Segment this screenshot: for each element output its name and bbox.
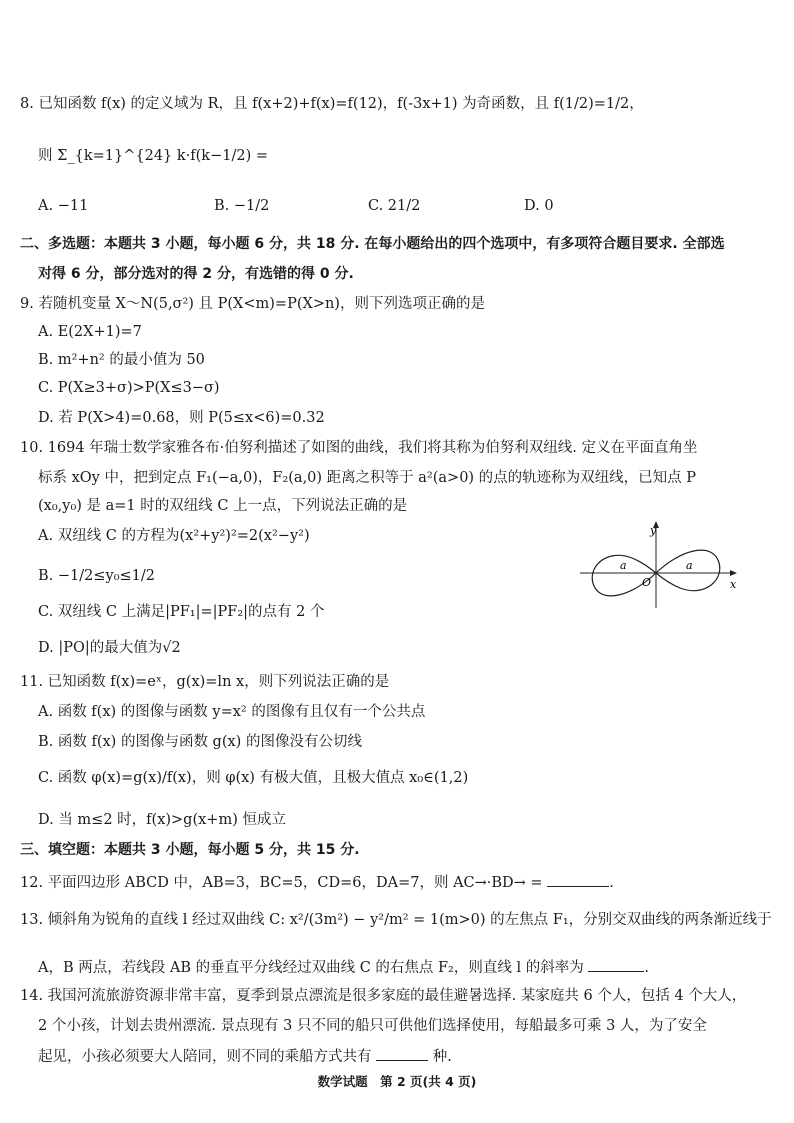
q8-option-a: A. −11 [38, 198, 89, 214]
q10-option-a: A. 双纽线 C 的方程为(x²+y²)²=2(x²−y²) [38, 528, 310, 544]
q14-stem-1: 14. 我国河流旅游资源非常丰富，夏季到景点漂流是很多家庭的最佳避暑选择. 某家庭共 6 个人，包括 4 个大人， [20, 988, 747, 1004]
q8-option-b: B. −1/2 [214, 198, 270, 214]
q13-stem-1: 13. 倾斜角为锐角的直线 l 经过双曲线 C: x²/(3m²) − y²/m² = 1(m>0) 的左焦点 F₁，分别交双曲线的两条渐近线于 [20, 912, 772, 928]
q8-option-c: C. 21/2 [368, 198, 421, 214]
q11-option-c: C. 函数 φ(x)=g(x)/f(x)，则 φ(x) 有极大值，且极大值点 x₀∈(1,2) [38, 770, 469, 786]
right-a-label: a [686, 559, 693, 572]
q11-option-d: D. 当 m≤2 时，f(x)>g(x+m) 恒成立 [38, 812, 286, 828]
q14-stem-3 [38, 1044, 452, 1067]
q14-text-end: 种. [432, 1049, 452, 1065]
q8-stem: 8. 已知函数 f(x) 的定义域为 R，且 f(x+2)+f(x)=f(12)，f(-3x+1) 为奇函数，且 f(1/2)=1/2， [20, 96, 644, 112]
q13-stem-2: A，B 两点，若线段 AB 的垂直平分线经过双曲线 C 的右焦点 F₂，则直线 l 的斜率为 . [38, 955, 649, 978]
q13-text: A，B 两点，若线段 AB 的垂直平分线经过双曲线 C 的右焦点 F₂，则直线 l 的斜率为 [38, 960, 584, 976]
q14-answer-blank[interactable] [376, 1044, 428, 1061]
q11-option-a: A. 函数 f(x) 的图像与函数 y=x² 的图像有且仅有一个公共点 [38, 704, 426, 720]
q9-stem: 9. 若随机变量 X～N(5,σ²) 且 P(X<m)=P(X>n)，则下列选项正确的是 [20, 296, 485, 312]
q10-option-b: B. −1/2≤y₀≤1/2 [38, 568, 155, 584]
q10-option-c: C. 双纽线 C 上满足|PF₁|=|PF₂|的点有 2 个 [38, 604, 325, 620]
q9-option-a: A. E(2X+1)=7 [38, 324, 142, 340]
q11-option-b: B. 函数 f(x) 的图像与函数 g(x) 的图像没有公切线 [38, 734, 362, 750]
section2-heading: 二、多选题：本题共 3 小题，每小题 6 分，共 18 分. 在每小题给出的四个选项中，有多项符合题目要求. 全部选 [20, 236, 725, 252]
q12-text: 12. 平面四边形 ABCD 中，AB=3，BC=5，CD=6，DA=7，则 AC→·BD→ = [20, 875, 543, 891]
q8-option-d: D. 0 [524, 198, 554, 214]
section2-heading-2: 对得 6 分，部分选对的得 2 分，有选错的得 0 分. [38, 266, 354, 282]
q14-stem-2: 2 个小孩，计划去贵州漂流. 景点现有 3 只不同的船只可供他们选择使用，每船最多可乘 3 人，为了安全 [38, 1018, 707, 1034]
q10-stem-1: 10. 1694 年瑞士数学家雅各布·伯努利描述了如图的曲线，我们将其称为伯努利双纽线. 定义在平面直角坐 [20, 440, 698, 456]
x-axis-arrow [730, 570, 737, 576]
x-axis-label: x [730, 578, 737, 591]
q8-stem-2: 则 Σ_{k=1}^{24} k·f(k−1/2) = [38, 148, 268, 164]
page-footer: 数学试题 第 2 页(共 4 页) [317, 1074, 477, 1089]
origin-label: O [642, 576, 652, 589]
q10-stem-3: (x₀,y₀) 是 a=1 时的双纽线 C 上一点，下列说法正确的是 [38, 498, 408, 514]
q9-option-b: B. m²+n² 的最小值为 50 [38, 352, 205, 368]
y-axis-label: y [650, 524, 657, 537]
q9-option-c: C. P(X≥3+σ)>P(X≤3−σ) [38, 380, 220, 396]
section3-heading: 三、填空题：本题共 3 小题，每小题 5 分，共 15 分. [20, 842, 360, 858]
q11-stem: 11. 已知函数 f(x)=eˣ，g(x)=ln x，则下列说法正确的是 [20, 674, 390, 690]
q10-option-d: D. |PO|的最大值为√2 [38, 640, 181, 656]
q12-stem: 12. 平面四边形 ABCD 中，AB=3，BC=5，CD=6，DA=7，则 AC→·BD→ = . [20, 870, 614, 893]
q12-answer-blank[interactable] [547, 870, 609, 887]
q10-stem-2: 标系 xOy 中，把到定点 F₁(−a,0)，F₂(a,0) 距离之积等于 a²(a>0) 的点的轨迹称为双纽线，已知点 P [38, 470, 697, 486]
q13-answer-blank[interactable] [588, 955, 644, 972]
q14-text: 起见，小孩必须要大人陪同，则不同的乘船方式共有 [38, 1049, 372, 1065]
lemniscate-figure [580, 520, 740, 610]
left-a-label: a [620, 559, 627, 572]
q9-option-d: D. 若 P(X>4)=0.68，则 P(5≤x<6)=0.32 [38, 410, 325, 426]
